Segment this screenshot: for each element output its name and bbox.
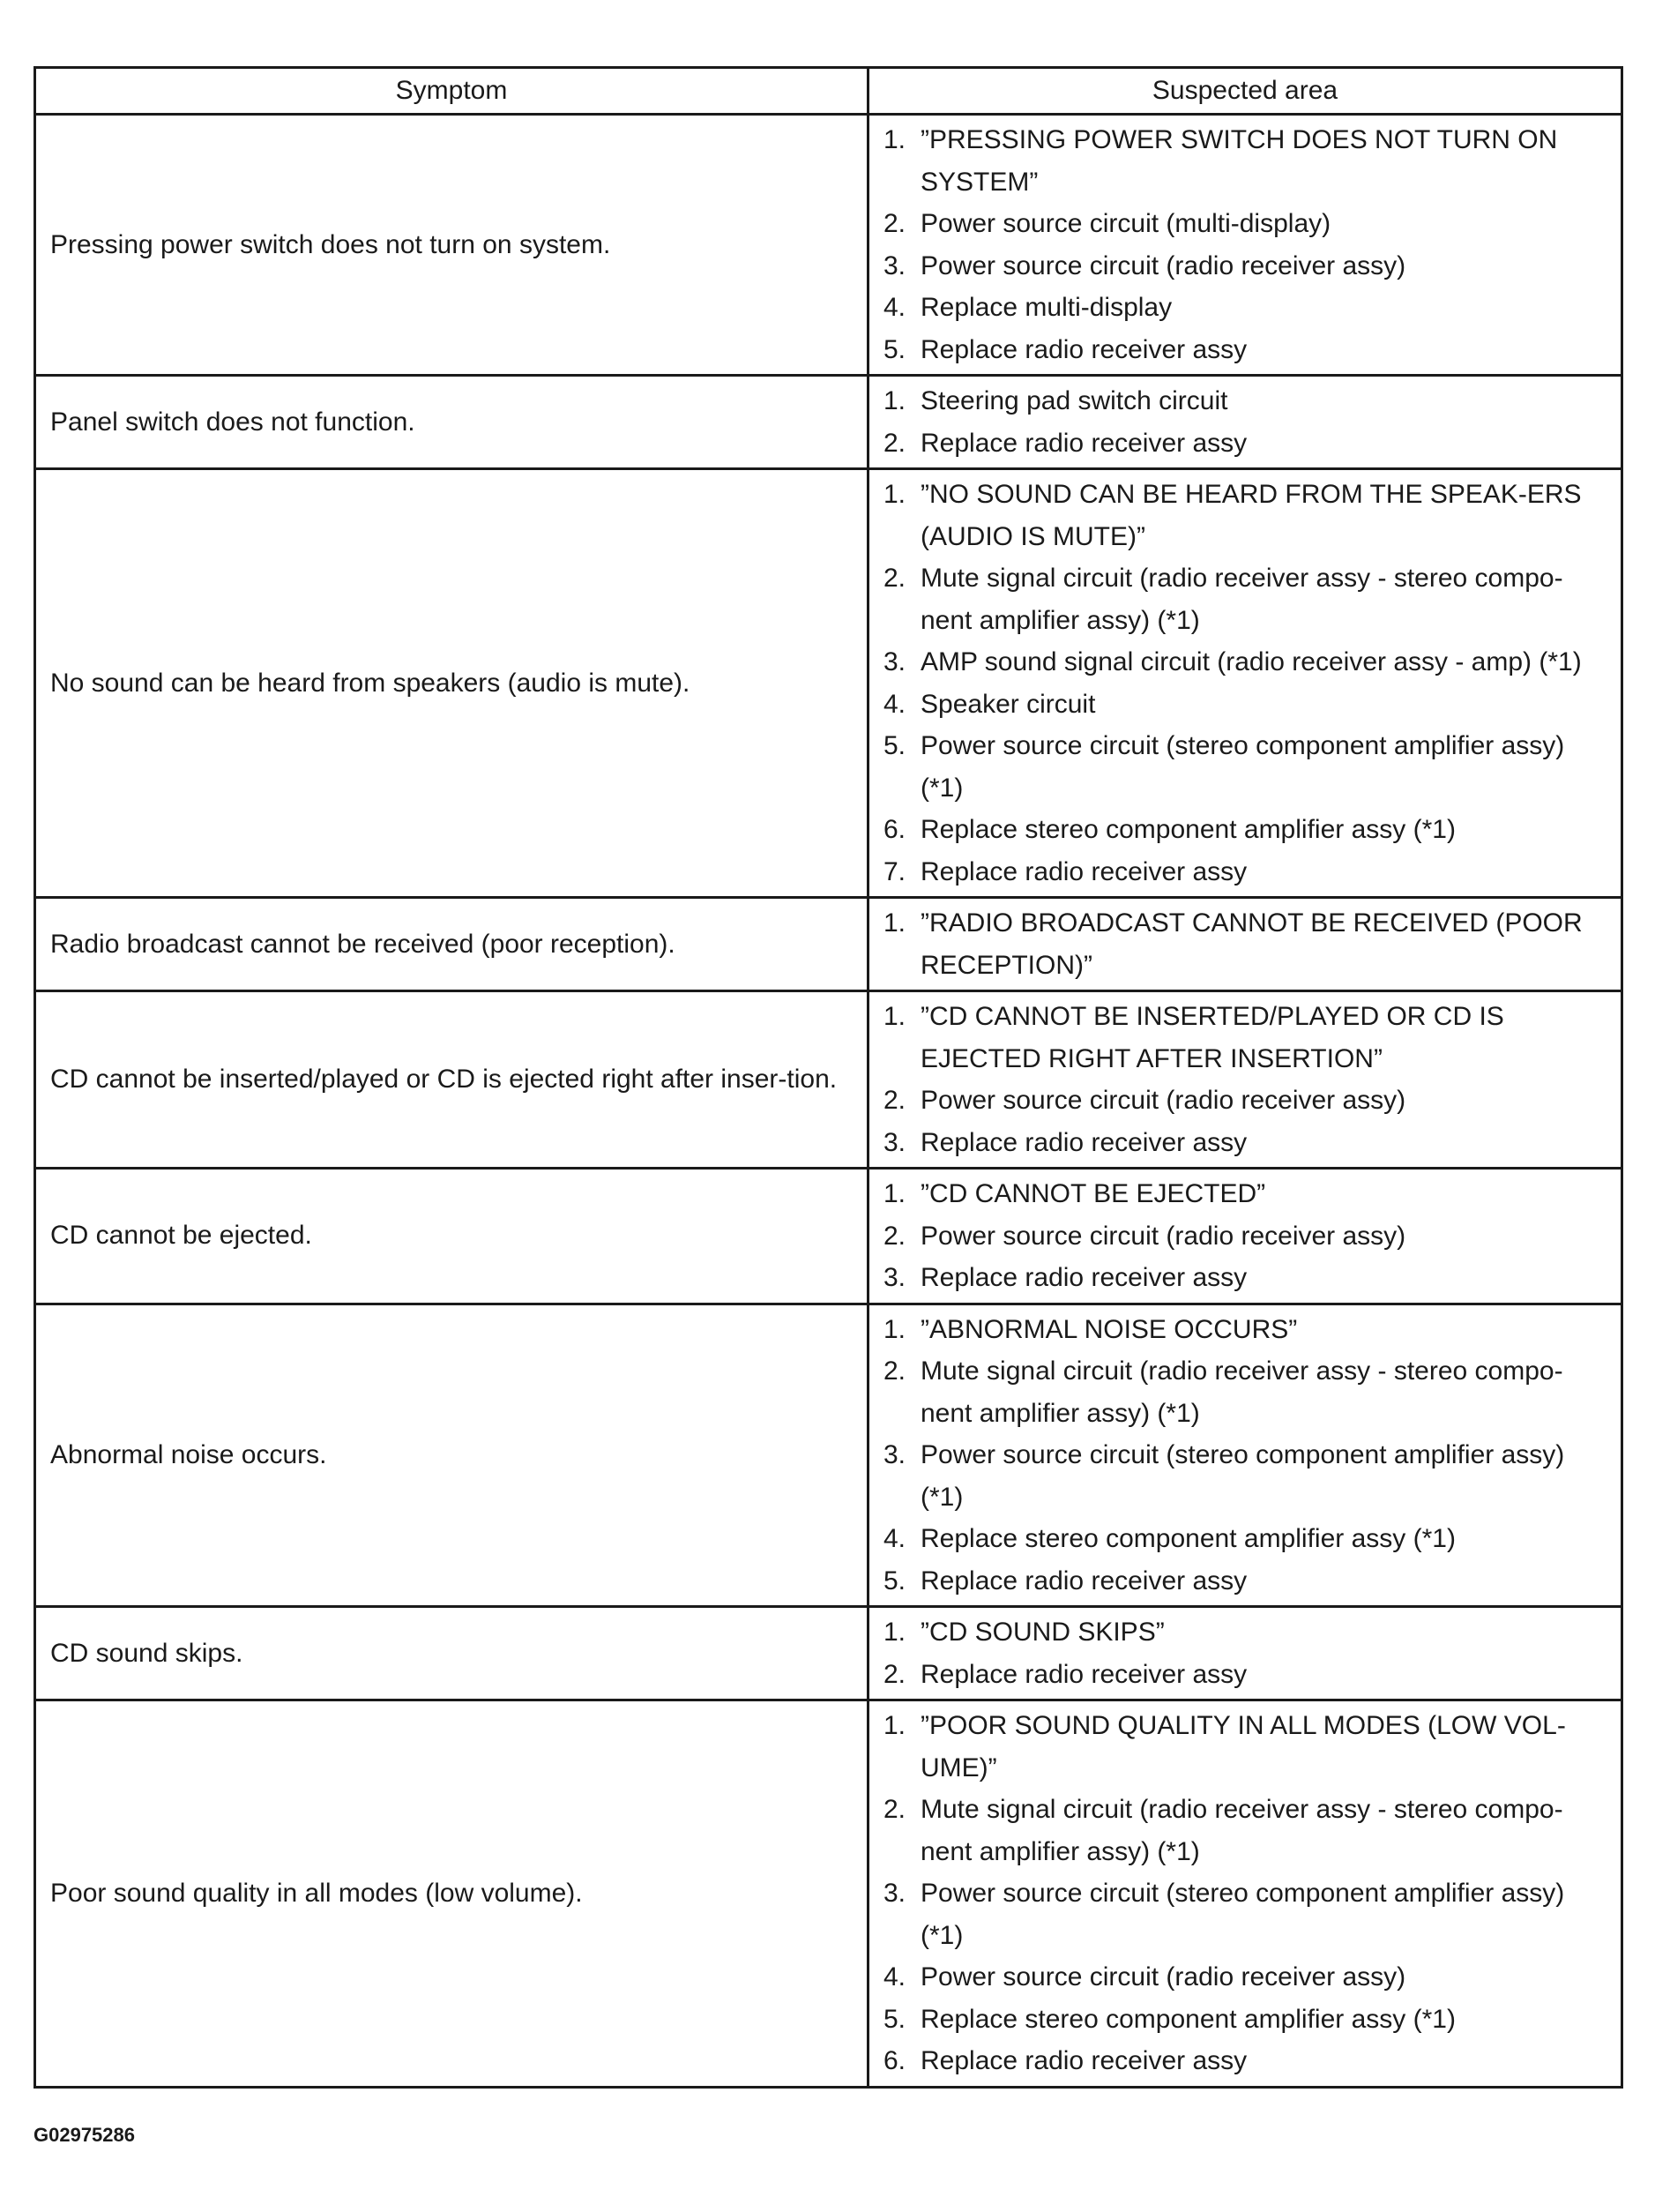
- suspected-area-item: [883, 557, 1607, 641]
- table-body: [35, 115, 1622, 2088]
- item-text: Replace stereo component amplifier assy (*1): [921, 2004, 1456, 2034]
- suspected-area-list: [883, 380, 1607, 464]
- symptom-cell: No sound can be heard from speakers (audio is mute).: [35, 469, 869, 898]
- symptom-table-container: [34, 66, 1621, 2089]
- item-number: 2.: [883, 209, 906, 238]
- item-text: Power source circuit (stereo component amplifier assy) (*1): [921, 731, 1565, 803]
- item-text: ”CD CANNOT BE EJECTED”: [921, 1179, 1266, 1208]
- item-text: Replace multi-display: [921, 293, 1173, 322]
- suspected-area-list: [883, 119, 1607, 370]
- symptom-cell: Radio broadcast cannot be received (poor reception).: [35, 898, 869, 991]
- item-number: 2.: [883, 1795, 906, 1824]
- suspected-area-item: [883, 1560, 1607, 1603]
- suspected-area-list: [883, 1611, 1607, 1695]
- suspected-area-item: [883, 1872, 1607, 1956]
- item-number: 3.: [883, 1440, 906, 1469]
- item-text: ”CD SOUND SKIPS”: [921, 1618, 1165, 1647]
- item-text: Power source circuit (radio receiver assy): [921, 1962, 1406, 1992]
- suspected-area-item: [883, 1999, 1607, 2041]
- item-number: 1.: [883, 386, 906, 415]
- item-number: 1.: [883, 125, 906, 154]
- table-row: [35, 1169, 1622, 1304]
- item-text: Power source circuit (radio receiver assy): [921, 1086, 1406, 1115]
- suspected-area-item: [883, 203, 1607, 245]
- item-number: 4.: [883, 1962, 906, 1992]
- item-number: 2.: [883, 428, 906, 458]
- item-text: ”ABNORMAL NOISE OCCURS”: [921, 1314, 1298, 1344]
- suspected-area-item: [883, 684, 1607, 726]
- suspected-area-cell: [869, 376, 1622, 469]
- item-number: 5.: [883, 2004, 906, 2034]
- item-number: 3.: [883, 1263, 906, 1292]
- table-row: [35, 1607, 1622, 1700]
- item-text: ”NO SOUND CAN BE HEARD FROM THE SPEAK-ERS (AUDIO IS MUTE)”: [921, 480, 1582, 551]
- suspected-area-item: [883, 1434, 1607, 1518]
- suspected-area-item: [883, 474, 1607, 557]
- item-number: 6.: [883, 815, 906, 844]
- suspected-area-item: [883, 809, 1607, 851]
- symptom-cell: Panel switch does not function.: [35, 376, 869, 469]
- item-text: Power source circuit (stereo component amplifier assy) (*1): [921, 1879, 1565, 1950]
- suspected-area-item: [883, 380, 1607, 422]
- suspected-area-cell: [869, 115, 1622, 376]
- suspected-area-item: [883, 725, 1607, 809]
- suspected-area-item: [883, 1518, 1607, 1560]
- symptom-cell: CD cannot be ejected.: [35, 1169, 869, 1304]
- item-text: Replace radio receiver assy: [921, 334, 1248, 364]
- item-text: ”PRESSING POWER SWITCH DOES NOT TURN ON SYSTEM”: [921, 125, 1558, 197]
- suspected-area-list: [883, 474, 1607, 893]
- item-number: 2.: [883, 1356, 906, 1386]
- suspected-area-item: [883, 1122, 1607, 1164]
- suspected-area-cell: [869, 991, 1622, 1169]
- suspected-area-item: [883, 245, 1607, 288]
- table-row: [35, 376, 1622, 469]
- item-number: 4.: [883, 293, 906, 322]
- item-text: Replace radio receiver assy: [921, 856, 1248, 886]
- suspected-area-item: [883, 1789, 1607, 1872]
- suspected-area-cell: [869, 1169, 1622, 1304]
- suspected-area-item: [883, 902, 1607, 986]
- item-text: Mute signal circuit (radio receiver assy - stereo compo-nent amplifier assy) (*1): [921, 564, 1563, 635]
- item-number: 4.: [883, 689, 906, 719]
- item-number: 2.: [883, 564, 906, 593]
- symptom-cell: Poor sound quality in all modes (low volume).: [35, 1700, 869, 2088]
- symptom-column-header: Symptom: [35, 68, 869, 115]
- item-number: 5.: [883, 334, 906, 364]
- suspected-area-item: [883, 1956, 1607, 1999]
- item-text: ”CD CANNOT BE INSERTED/PLAYED OR CD IS EJECTED RIGHT AFTER INSERTION”: [921, 1002, 1504, 1073]
- figure-id: G02975286: [34, 2124, 135, 2146]
- item-number: 2.: [883, 1659, 906, 1689]
- header-row: [35, 68, 1622, 115]
- suspected-area-item: [883, 1654, 1607, 1696]
- suspected-area-list: [883, 902, 1607, 986]
- table-header: [35, 68, 1622, 115]
- item-number: 1.: [883, 1179, 906, 1208]
- symptom-cell: Pressing power switch does not turn on system.: [35, 115, 869, 376]
- suspected-area-item: [883, 641, 1607, 684]
- item-number: 2.: [883, 1086, 906, 1115]
- item-text: Replace radio receiver assy: [921, 1127, 1248, 1157]
- item-text: Replace radio receiver assy: [921, 428, 1248, 458]
- item-text: Power source circuit (multi-display): [921, 209, 1331, 238]
- suspected-area-item: [883, 1173, 1607, 1215]
- symptom-cell: CD sound skips.: [35, 1607, 869, 1700]
- suspected-area-item: [883, 1215, 1607, 1258]
- item-text: Replace radio receiver assy: [921, 1263, 1248, 1292]
- item-number: 1.: [883, 1002, 906, 1031]
- item-number: 4.: [883, 1524, 906, 1553]
- item-number: 5.: [883, 731, 906, 760]
- item-text: Power source circuit (radio receiver assy): [921, 250, 1406, 280]
- item-number: 1.: [883, 908, 906, 938]
- table-row: [35, 469, 1622, 898]
- item-number: 2.: [883, 1221, 906, 1251]
- item-text: Replace stereo component amplifier assy (*1): [921, 1524, 1456, 1553]
- item-number: 3.: [883, 1127, 906, 1157]
- item-number: 3.: [883, 250, 906, 280]
- item-text: Replace radio receiver assy: [921, 2046, 1248, 2075]
- item-text: AMP sound signal circuit (radio receiver assy - amp) (*1): [921, 647, 1582, 676]
- item-text: Speaker circuit: [921, 689, 1096, 719]
- item-number: 1.: [883, 1314, 906, 1344]
- item-text: Mute signal circuit (radio receiver assy - stereo compo-nent amplifier assy) (*1): [921, 1356, 1563, 1428]
- suspected-area-item: [883, 287, 1607, 329]
- suspected-area-item: [883, 1309, 1607, 1351]
- suspected-area-item: [883, 1611, 1607, 1654]
- suspected-area-item: [883, 1080, 1607, 1122]
- suspected-area-item: [883, 1350, 1607, 1434]
- symptom-table: [34, 66, 1623, 2089]
- suspected-area-cell: [869, 1607, 1622, 1700]
- suspected-area-item: [883, 119, 1607, 203]
- item-text: Power source circuit (stereo component amplifier assy) (*1): [921, 1440, 1565, 1512]
- suspected-area-item: [883, 1705, 1607, 1789]
- symptom-cell: Abnormal noise occurs.: [35, 1304, 869, 1607]
- table-row: [35, 898, 1622, 991]
- suspected-area-item: [883, 329, 1607, 371]
- table-row: [35, 1700, 1622, 2088]
- suspected-area-item: [883, 422, 1607, 465]
- item-text: Power source circuit (radio receiver assy): [921, 1221, 1406, 1251]
- item-text: Mute signal circuit (radio receiver assy - stereo compo-nent amplifier assy) (*1): [921, 1795, 1563, 1866]
- item-text: ”POOR SOUND QUALITY IN ALL MODES (LOW VOL-UME)”: [921, 1711, 1566, 1782]
- suspected-area-column-header: Suspected area: [869, 68, 1622, 115]
- suspected-area-cell: [869, 1304, 1622, 1607]
- suspected-area-item: [883, 996, 1607, 1080]
- item-text: Steering pad switch circuit: [921, 386, 1228, 415]
- item-number: 3.: [883, 647, 906, 676]
- item-number: 3.: [883, 1879, 906, 1908]
- suspected-area-list: [883, 1705, 1607, 2082]
- item-text: ”RADIO BROADCAST CANNOT BE RECEIVED (POOR RECEPTION)”: [921, 908, 1583, 980]
- suspected-area-item: [883, 2040, 1607, 2082]
- table-row: [35, 1304, 1622, 1607]
- suspected-area-list: [883, 1309, 1607, 1603]
- item-text: Replace stereo component amplifier assy (*1): [921, 815, 1456, 844]
- suspected-area-list: [883, 1173, 1607, 1299]
- symptom-cell: CD cannot be inserted/played or CD is ejected right after inser-tion.: [35, 991, 869, 1169]
- item-number: 7.: [883, 856, 906, 886]
- suspected-area-item: [883, 1257, 1607, 1299]
- item-number: 5.: [883, 1566, 906, 1595]
- item-text: Replace radio receiver assy: [921, 1566, 1248, 1595]
- suspected-area-cell: [869, 898, 1622, 991]
- item-number: 1.: [883, 1618, 906, 1647]
- table-row: [35, 115, 1622, 376]
- item-number: 6.: [883, 2046, 906, 2075]
- item-number: 1.: [883, 480, 906, 509]
- item-text: Replace radio receiver assy: [921, 1659, 1248, 1689]
- item-number: 1.: [883, 1711, 906, 1740]
- suspected-area-list: [883, 996, 1607, 1163]
- suspected-area-item: [883, 851, 1607, 893]
- suspected-area-cell: [869, 1700, 1622, 2088]
- suspected-area-cell: [869, 469, 1622, 898]
- table-row: [35, 991, 1622, 1169]
